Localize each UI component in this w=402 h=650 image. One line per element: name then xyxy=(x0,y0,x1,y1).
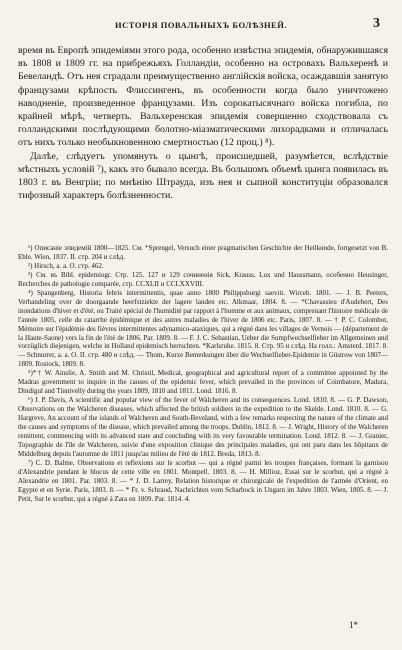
footnote: ⁵)*† W. Ainslie, A. Smith and M. Christil, Medical, geographical and agricultural report of a committee appointed by the Madras government to inquire in the causes of the epidemic fever, which prevailed in the provinces of Coimbatore, Madura, Dindigul and Tinnivelly during the years 1809, 1810 and 1811. Lond. 1816. 8. xyxy=(18,369,388,396)
footnotes xyxy=(18,244,388,504)
paragraph: Далѣе, слѣдуетъ упомянуть о цынгѣ, происшедшей, разумѣется, вслѣдствіе мѣстныхъ условій ⁷), какъ это бывало всегда. Въ большомъ объемѣ цынга появилась въ 1803 г. въ Венгріи; по мнѣнію Штрауда, изъ нея и сыпной конституціи образовался тифозный характеръ болѣзненности. xyxy=(18,150,388,202)
footnote: ⁶) J. P. Davis, A scientific and popular view of the fever of Walcheren and its consequences. Lond. 1810. 8. — G. P. Dawson, Observations on the Walcheren diseases, which affected the british soldiers in the expedition to the Skelde. Lond. 1810. 8. — G. Hargreve, An account of the islands of Walcheren and South-Beveland, with a few remarks respecting the nature of the climate and the causes and symptoms of the disease, which prevailed among the troops. Dublin, 1812. 8. — J. Wright, History of the Walcheren remittent, commencing with its advanced state and concluding with its very favourable termination. Lond. 1812. 8. — J. Granier, Topographie de l'île de Walcheren, suivie d'une exposition clinique des principales maladies, qui ont paru dans les hôpitaux de Middelburg depuis l'automne de 1811 jusqu'au milieu de l'été de 1812. Breda, 1813. 8. xyxy=(18,396,388,458)
page-number: 3 xyxy=(373,16,380,31)
footnote: ²) Hirsch, а. а. O. стр. 462. xyxy=(28,261,104,270)
running-title: ИСТОРІЯ ПОВАЛЬНЫХЪ БОЛѢЗНЕЙ. xyxy=(115,20,287,30)
paragraph: время въ Европѣ эпидеміями этого рода, особенно извѣстна эпидемія, обнаружившаяся въ 1808 и 1809 гг. на прибрежьяхъ Голландіи, особенно на островахъ Вальхеренѣ и Бевеландѣ. Отъ нея страдали преимущественно англійскія войска, осаждавшія занятую французами крѣпость Флиссингенъ, въ особенности когда было уничтожено наводненіе, произведенное французами. Изъ сорокатысячнаго войска погибла, по крайней мѣрѣ, четверть. Вальхеренская эпидемія совершенно сходствовала съ голландскими послѣдующими болотно-міазматическими лихорадками и отличалась отъ нихъ только необыкновенною смертностью (12 проц.) ⁸). xyxy=(18,45,388,149)
running-header xyxy=(20,16,382,38)
signature-mark: 1* xyxy=(349,620,358,630)
main-text xyxy=(18,44,388,202)
footnote: ⁷) C. D. Balme, Observations et reflexions sur le scorbut — qui a régné parmi les troupes françaises, formant la garnison d'Alexandrie pendant le blocus de cette ville en 1801. Montpell. 1803. 8. — H. Millioz, Essai sur le scorbut, qui a régné à Alexandrie en 1801. Par. 1803. 8. — * J. D. Larrey, Relation historique et chirurgicale de l'expedition de l'armée d'Orient, en Egypte et en Syrie. Paris, 1803. 8. — * Fr. v. Schraud, Nachrichten vom Scharbock in Ungarn im Jahre 1803. Wien, 1805. 8. — J. Petit, Sur le scorbut, qui a régné à Zara en 1809. Par. 1814. 4. xyxy=(18,458,388,503)
footnote: ³) См. въ Bibl. epidemiogr. Стр. 125. 127 и 129 сочиненія Sick, Krauss, Lux und Haussmann, особенно Heusinger, Recherches de pathologie comparée, стр. CCXLII и CCLXXVIII. xyxy=(18,270,388,288)
footnote: ⁴) Spangenberg, Historia febris intermittentis, quae anno 1800 Philippsburgi saeviit. Wirceb. 1801. — J. B. Peeters, Verhandeling over de doorgaande heerfstziekte der lagere landen etc. Alkmaar, 1804. 8. — *Chavassieu d'Audebert, Des inondations d'hiver et d'été, ou Traité spécial de l'humidité par rapport à l'homme et aux animaux, comprenant l'histoire médicale de l'année 1805, celle du catarrhe épidémique et des autres maladies de l'hiver de 1806 etc. Paris, 1807. 8. — † P. C. Colombot, Mémoire sur l'épidémie des fièvres intermittentes adynamico-ataxiques, qui a régné dans les villages de Vernois — (département de la Haute-Saone) vers la fin de l'été de 1806. Par. 1809. 8. — F. J. C. Sebastian, Ueber die Sumpfwechselfieber im Allgemeinen und vorzüglich diejenigen, welche in Holland epidemisch herrschten. *Karlsruhe. 1815. 8. Стр. 95 и слѣд. На голл.: Amsterd. 1817. 8. — Schnurrer, а. а. O. II. стр. 480 и слѣд. — Thom, Kurze Bemerkungen über die Wechselfieber-Epidemie in Güstrow von 1807—1809. Rostock, 1809. 8. xyxy=(18,288,388,369)
footnote: ¹) Описаніе эпидемій 1800—1825. См. *Sprengel, Versuch einer pragmatischen Geschichte der Heilkunde, fortgesetzt von B. Eble. Wien, 1837. II. стр. 204 и слѣд. xyxy=(18,244,388,261)
